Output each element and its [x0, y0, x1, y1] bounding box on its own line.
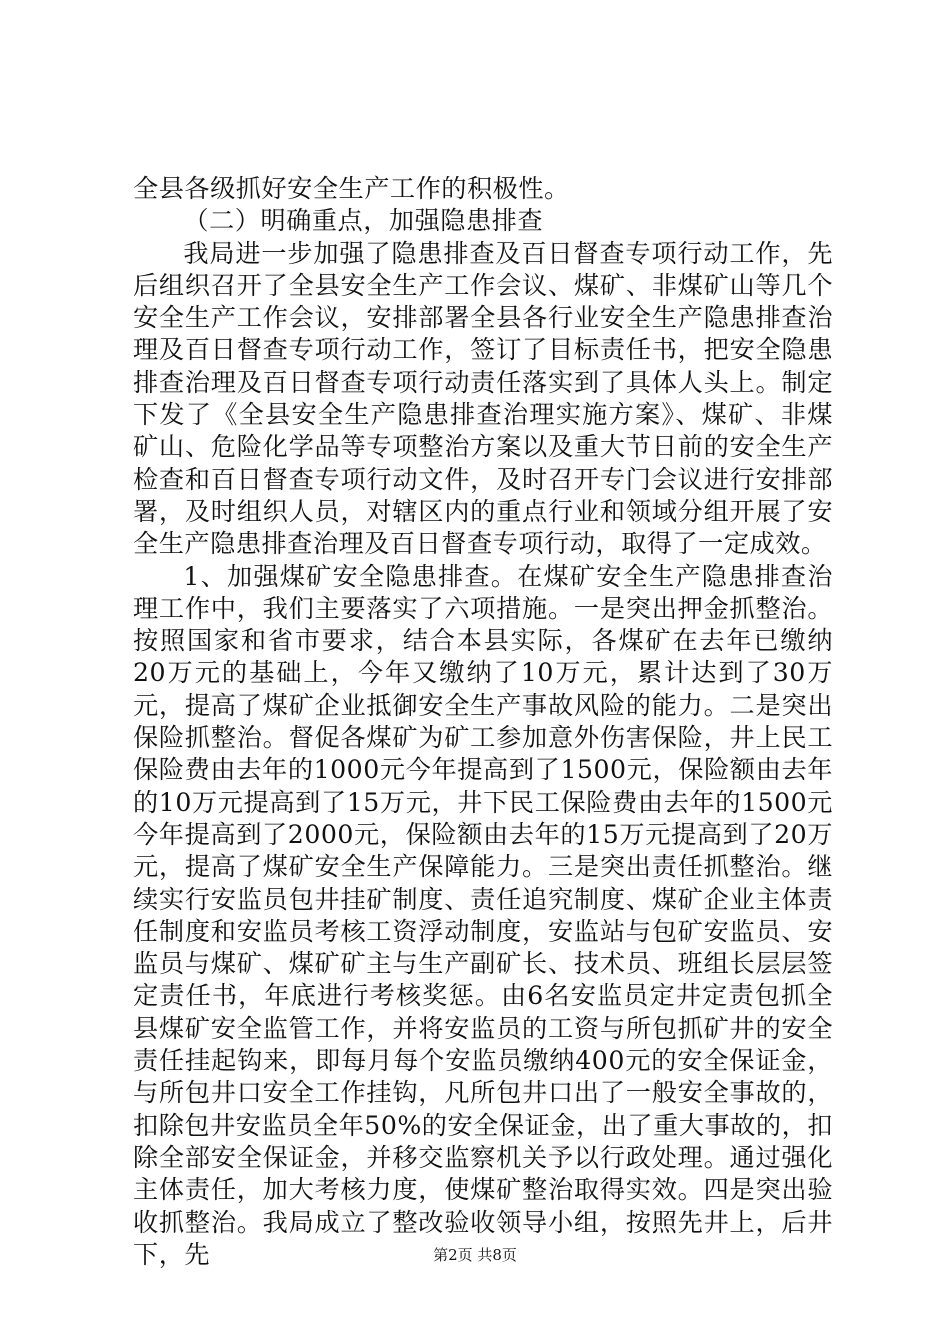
paragraph-4: 1、加强煤矿安全隐患排查。在煤矿安全生产隐患排查治理工作中，我们主要落实了六项措施。一是突出押金抓整治。按照国家和省市要求，结合本县实际，各煤矿在去年已缴纳20万元的基础上，今年又缴纳了10万元，累计达到了30万元，提高了煤矿企业抵御安全生产事故风险的能力。二是突出保险抓整治。督促各煤矿为矿工参加意外伤害保险，井上民工保险费由去年的1000元今年提高到了1500元，保险额由去年的10万元提高到了15万元，井下民工保险费由去年的1500元今年提高到了2000元，保险额由去年的15万元提高到了20万元，提高了煤矿安全生产保障能力。三是突出责任抓整治。继续实行安监员包井挂矿制度、责任追究制度、煤矿企业主体责任制度和安监员考核工资浮动制度，安监站与包矿安监员、安监员与煤矿、煤矿矿主与生产副矿长、技术员、班组长层层签定责任书，年底进行考核奖惩。由6名安监员定井定责包抓全县煤矿安全监管工作，并将安监员的工资与所包抓矿井的安全责任挂起钩来，即每月每个安监员缴纳400元的安全保证金，与所包井口安全工作挂钩，凡所包井口出了一般安全事故的，扣除包井安监员全年50%的安全保证金，出了重大事故的，扣除全部安全保证金，并移交监察机关予以行政处理。通过强化主体责任，加大考核力度，使煤矿整治取得实效。四是突出验收抓整治。我局成立了整改验收领导小组，按照先井上，后井下，先	[133, 561, 833, 1269]
page-footer: 第2页 共8页	[433, 1246, 517, 1264]
document-body	[133, 173, 833, 1271]
paragraph-1: 全县各级抓好安全生产工作的积极性。	[133, 174, 570, 203]
paragraph-3: 我局进一步加强了隐患排查及百日督查专项行动工作，先后组织召开了全县安全生产工作会议、煤矿、非煤矿山等几个安全生产工作会议，安排部署全县各行业安全生产隐患排查治理及百日督查专项行动工作，签订了目标责任书，把安全隐患排查治理及百日督查专项行动责任落实到了具体人头上。制定下发了《全县安全生产隐患排查治理实施方案》、煤矿、非煤矿山、危险化学品等专项整治方案以及重大节日前的安全生产检查和百日督查专项行动文件，及时召开专门会议进行安排部署，及时组织人员，对辖区内的重点行业和领域分组开展了安全生产隐患排查治理及百日督查专项行动，取得了一定成效。	[133, 238, 833, 559]
section-heading: （二）明确重点，加强隐患排查	[183, 206, 544, 236]
